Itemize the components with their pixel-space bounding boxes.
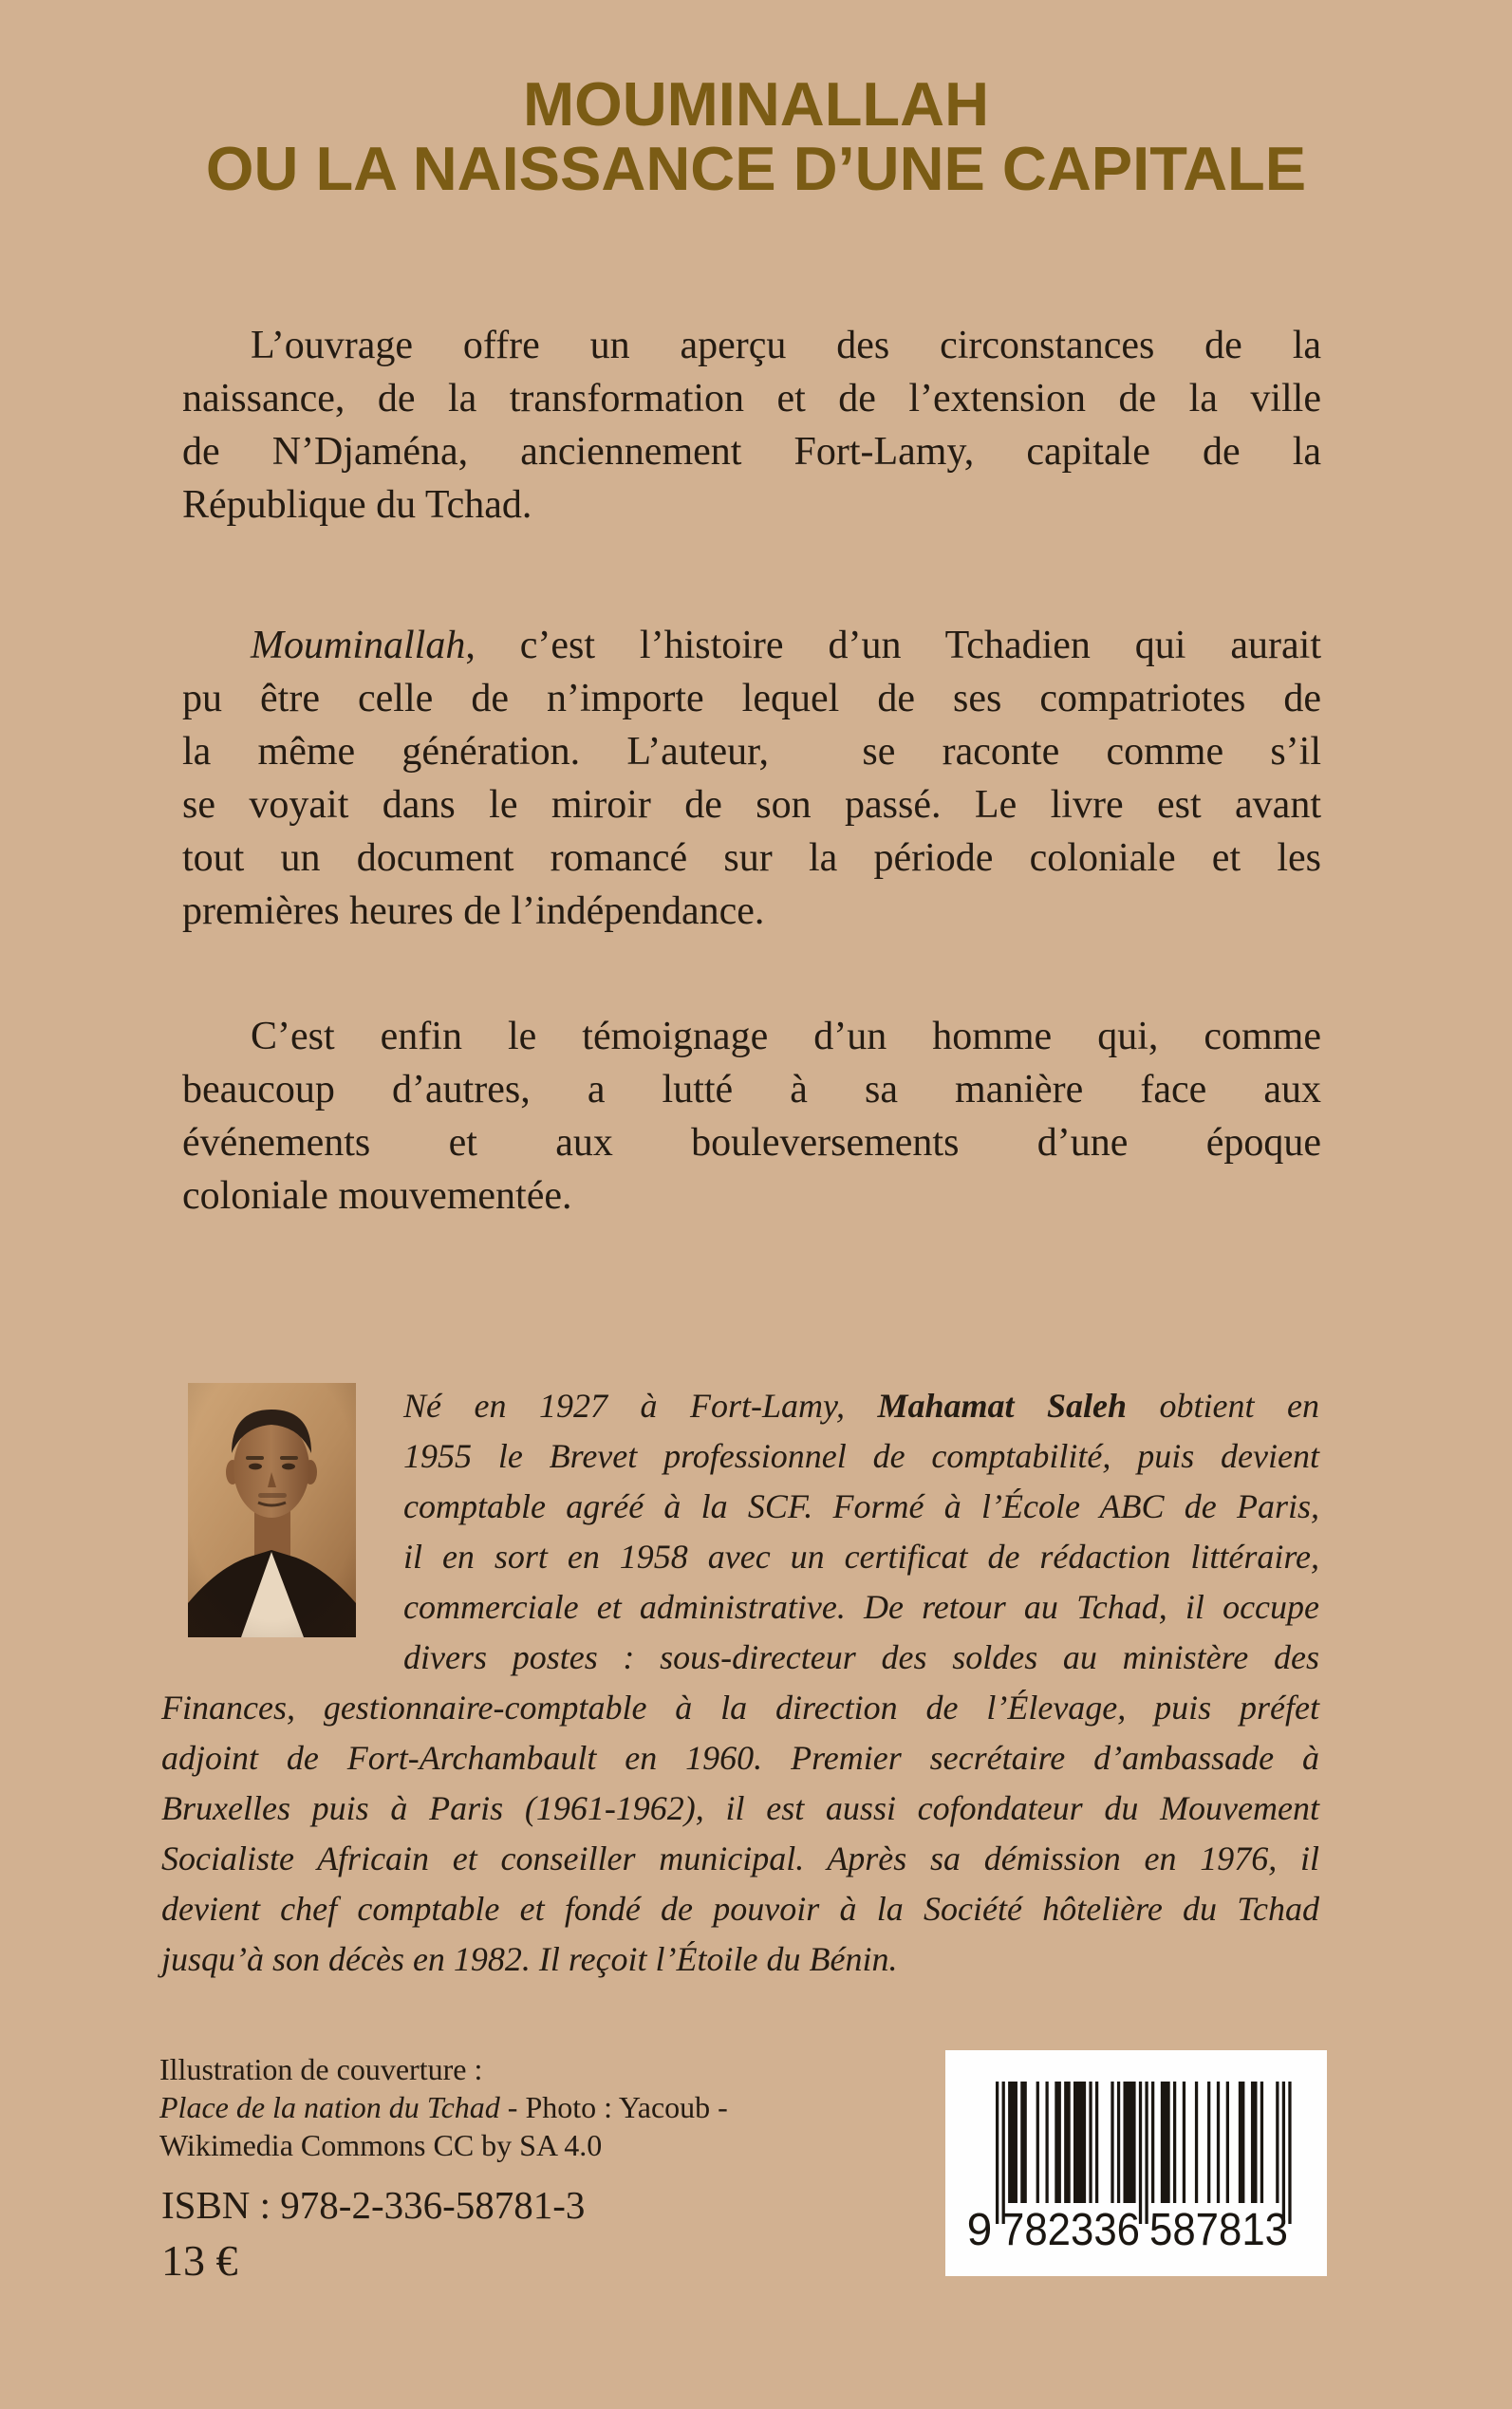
text-segment: événements et aux bouleversements d’une époque [182, 1121, 1321, 1165]
barcode-bars [945, 2050, 1327, 2276]
text-segment: jusqu’à son décès en 1982. Il reçoit l’Étoile du Bénin. [161, 1940, 898, 1978]
text-segment: divers postes : sous-directeur des soldes au ministère des [403, 1638, 1319, 1676]
text-line [182, 831, 1321, 885]
barcode-bar [1260, 2082, 1263, 2203]
text-line [161, 1834, 1319, 1884]
text-line [159, 2126, 728, 2164]
barcode-bar [1173, 2082, 1176, 2203]
text-segment: pu être celle de n’importe lequel de ses compatriotes de [182, 677, 1321, 720]
barcode-bar [1055, 2082, 1061, 2203]
text-segment: Place de la nation du Tchad [159, 2090, 500, 2124]
text-line [403, 1532, 1319, 1582]
text-line [182, 1116, 1321, 1169]
barcode-bar [1226, 2082, 1229, 2203]
synopsis-paragraph-3 [182, 1010, 1321, 1223]
barcode-bar [1183, 2082, 1185, 2203]
barcode [945, 2050, 1327, 2276]
text-segment: la même génération. L’auteur, se raconte comme s’il [182, 730, 1321, 774]
barcode-bar [1282, 2082, 1285, 2224]
text-segment: comptable agréé à la SCF. Formé à l’École ABC de Paris, [403, 1487, 1319, 1525]
text-segment: commerciale et administrative. De retour au Tchad, il occupe [403, 1588, 1319, 1626]
price-text: 13 € [161, 2236, 238, 2285]
text-segment: se voyait dans le miroir de son passé. Le livre est avant [182, 783, 1321, 827]
text-line [403, 1381, 1319, 1431]
synopsis-paragraph-1 [182, 319, 1321, 532]
text-segment: Bruxelles puis à Paris (1961-1962), il est aussi cofondateur du Mouvement [161, 1789, 1319, 1827]
text-segment: Mouminallah [251, 624, 466, 667]
text-segment: obtient en [1127, 1387, 1319, 1425]
barcode-digits: 587813 [1149, 2205, 1288, 2255]
text-line [182, 372, 1321, 425]
barcode-bar [1207, 2082, 1210, 2203]
barcode-bar [996, 2082, 999, 2224]
barcode-bar [1036, 2082, 1039, 2203]
barcode-bar [1195, 2082, 1198, 2203]
book-title-line-2: OU LA NAISSANCE D’UNE CAPITALE [205, 134, 1307, 203]
text-line [182, 425, 1321, 478]
barcode-bar [1276, 2082, 1279, 2203]
text-segment: Né en 1927 à Fort-Lamy, [403, 1387, 878, 1425]
text-line [403, 1482, 1319, 1532]
text-line [161, 1683, 1319, 1733]
text-line [403, 1431, 1319, 1482]
barcode-bar [1151, 2082, 1154, 2203]
text-line [403, 1582, 1319, 1633]
isbn-text: ISBN : 978-2-336-58781-3 [161, 2183, 586, 2227]
text-segment: 1955 le Brevet professionnel de comptabilité, puis devient [403, 1437, 1319, 1475]
barcode-bar [1045, 2082, 1048, 2203]
barcode-bar [1089, 2082, 1092, 2203]
barcode-bar [1145, 2082, 1148, 2224]
author-bio-full-width [161, 1683, 1319, 1985]
barcode-bar [1139, 2082, 1142, 2224]
text-line [161, 1733, 1319, 1783]
text-segment: naissance, de la transformation et de l’extension de la ville [182, 377, 1321, 420]
cover-illustration-credit [159, 2050, 728, 2164]
text-line [182, 885, 1321, 938]
barcode-bar [1123, 2082, 1135, 2203]
text-segment: Finances, gestionnaire-comptable à la direction de l’Élevage, puis préfet [161, 1689, 1319, 1727]
barcode-digits: 9 [966, 2205, 993, 2255]
text-segment: beaucoup d’autres, a lutté à sa manière face aux [182, 1068, 1321, 1111]
text-segment: Illustration de couverture : [159, 2052, 483, 2086]
text-line [159, 2088, 728, 2126]
text-line [161, 1934, 1319, 1985]
text-segment: de N’Djaména, anciennement Fort-Lamy, capitale de la [182, 430, 1321, 474]
text-segment: tout un document romancé sur la période coloniale et les [182, 836, 1321, 880]
text-segment: premières heures de l’indépendance. [182, 889, 765, 933]
text-segment: adjoint de Fort-Archambault en 1960. Premier secrétaire d’ambassade à [161, 1739, 1319, 1777]
barcode-bar [1073, 2082, 1086, 2203]
barcode-bar [1020, 2082, 1027, 2203]
text-segment: devient chef comptable et fondé de pouvoir à la Société hôtelière du Tchad [161, 1890, 1319, 1928]
barcode-bar [1111, 2082, 1113, 2203]
text-segment: Wikimedia Commons CC by SA 4.0 [159, 2128, 603, 2162]
text-line [403, 1633, 1319, 1683]
barcode-digits: 782336 [1001, 2205, 1140, 2255]
text-line [182, 672, 1321, 725]
barcode-bar [1217, 2082, 1220, 2203]
text-segment: L’ouvrage offre un aperçu des circonstances de la [251, 324, 1321, 367]
portrait-vignette [188, 1383, 356, 1637]
text-line [182, 1010, 1321, 1063]
barcode-bar [1008, 2082, 1017, 2203]
barcode-bar [1002, 2082, 1005, 2224]
barcode-bar [1251, 2082, 1258, 2203]
text-line [182, 319, 1321, 372]
text-line [182, 1063, 1321, 1116]
barcode-bar [1064, 2082, 1071, 2203]
barcode-bar [1095, 2082, 1098, 2203]
text-line [182, 478, 1321, 532]
text-line [159, 2050, 728, 2088]
barcode-bar [1239, 2082, 1245, 2203]
text-segment: , c’est l’histoire d’un Tchadien qui aurait [465, 624, 1321, 667]
author-bio-beside-photo [403, 1381, 1319, 1683]
barcode-bar [1117, 2082, 1120, 2203]
barcode-bar [1161, 2082, 1170, 2203]
text-line [182, 1169, 1321, 1223]
text-line [161, 1783, 1319, 1834]
author-photo [188, 1383, 356, 1637]
text-segment: Socialiste Africain et conseiller municipal. Après sa démission en 1976, il [161, 1839, 1319, 1877]
text-line [182, 725, 1321, 778]
text-segment: C’est enfin le témoignage d’un homme qui, comme [251, 1015, 1321, 1058]
text-segment: République du Tchad. [182, 483, 532, 527]
book-title-line-1: MOUMINALLAH [522, 69, 990, 139]
text-line [182, 619, 1321, 672]
text-segment: - Photo : Yacoub - [499, 2090, 728, 2124]
text-line [182, 778, 1321, 831]
book-title [0, 69, 1512, 203]
synopsis-paragraph-2 [182, 619, 1321, 938]
author-portrait-image [188, 1383, 356, 1637]
text-segment: Mahamat Saleh [877, 1387, 1128, 1425]
barcode-bar [1288, 2082, 1291, 2224]
text-line [161, 1884, 1319, 1934]
text-segment: il en sort en 1958 avec un certificat de rédaction littéraire, [403, 1538, 1319, 1576]
text-segment: coloniale mouvementée. [182, 1174, 572, 1218]
